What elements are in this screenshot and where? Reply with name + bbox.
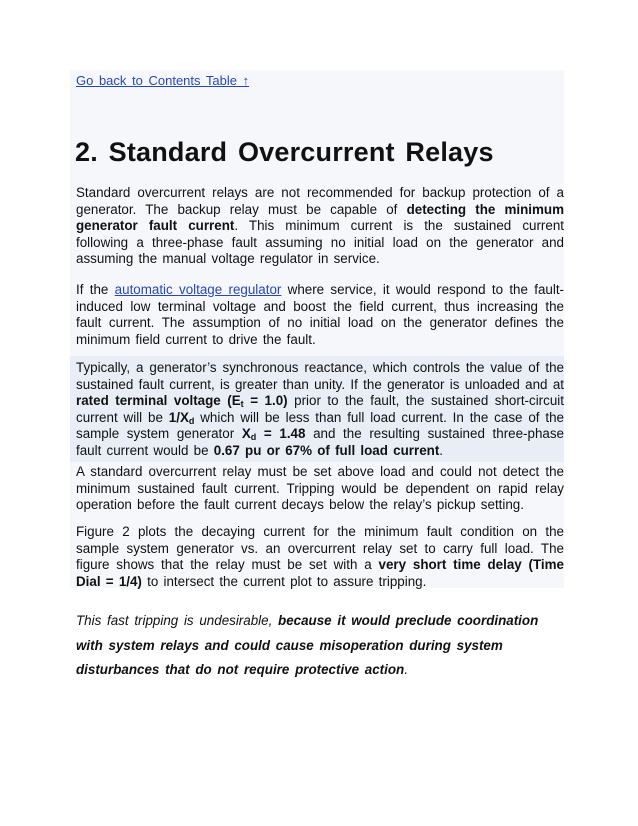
paragraph-conclusion: This fast tripping is undesirable, because it would preclude coordination with system relays and could cause misoperation during system disturbances that do not require protective action. bbox=[76, 613, 539, 677]
paragraph-setting: A standard overcurrent relay must be set above load and could not detect the minimum sustained fault current. Tripping would be dependent on rapid relay operation before the fault current decays below the relay’s pickup setting. bbox=[76, 464, 564, 513]
paragraph-figure: Figure 2 plots the decaying current for the minimum fault condition on the sample system generator vs. an overcurrent relay set to carry full load. The figure shows that the relay must be set with a very short time delay (Time Dial = 1/4) to intersect the current plot to assure tripping. bbox=[76, 524, 565, 589]
avr-link[interactable]: automatic voltage regulator bbox=[114, 282, 282, 297]
section-heading: 2. Standard Overcurrent Relays bbox=[75, 137, 494, 167]
paragraph-intro: Standard overcurrent relays are not recommended for backup protection of a generator. The backup relay must be capable of detecting the minimum generator fault current. This minimum current is the sustained current following a three-phase fault assuming no initial load on the generator and assuming the manual voltage regulator in service. bbox=[76, 185, 564, 267]
back-to-contents-link[interactable]: Go back to Contents Table ↑ bbox=[76, 73, 250, 88]
paragraph-reactance: Typically, a generator’s synchronous reactance, which controls the value of the sustained fault current, is greater than unity. If the generator is unloaded and at rated terminal voltage $(E_t = 1.0)$ prior to the fault, the sustained short-circuit current will be $1/X_d$ which will be less than full load current. In the case of the sample system generator $X_d = 1.48$ and the resulting sustained three-phase fault current would be 0.67 pu or 67% of full load current. bbox=[76, 360, 564, 458]
paragraph-avr: If the automatic voltage regulator where service, it would respond to the fault-induced low terminal voltage and boost the field current, thus increasing the fault current. The assumption of no initial load on the generator defines the minimum field current to drive the fault. bbox=[76, 282, 564, 347]
